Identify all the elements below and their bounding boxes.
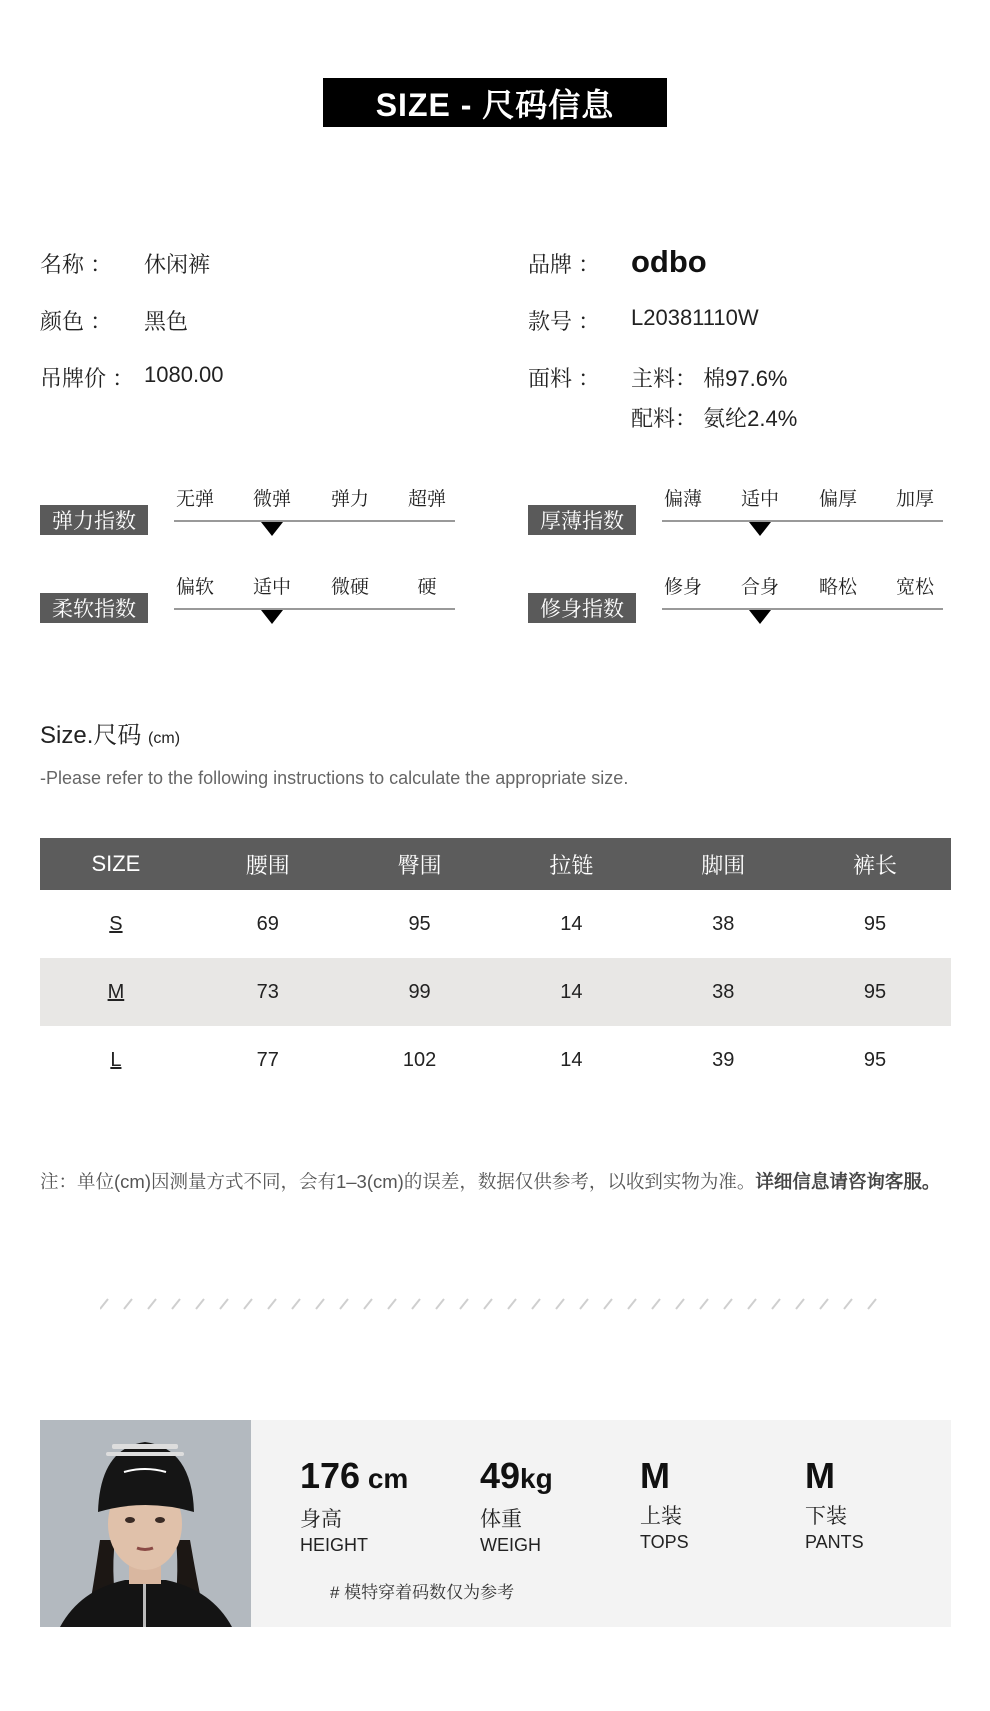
table-cell: 99 [408,980,431,1003]
index-option: 适中 [740,489,779,510]
pants-en: PANTS [805,1532,864,1552]
index-tag: 厚薄指数 [528,505,636,535]
table-cell: 95 [863,912,887,935]
index-fit [528,572,958,632]
index-scale-line [174,520,455,522]
footnote-text: 注：单位(cm)因测量方式不同，会有1–3(cm)的误差，数据仅供参考，以收到实物为准。 [40,1171,756,1192]
index-option: 合身 [740,577,779,598]
brand-logo: odbo [631,244,707,279]
index-tag: 修身指数 [528,593,636,623]
index-option: 加厚 [895,489,934,510]
product-style-label: 款号 ： [528,309,601,334]
index-elasticity [40,484,470,544]
size-table [40,838,951,1094]
table-cell: 102 [402,1048,437,1071]
table-cell: 14 [560,912,583,935]
size-label: S [109,912,123,935]
index-option: 偏软 [175,577,214,598]
index-tag: 弹力指数 [40,505,148,535]
slash-mark [220,1299,228,1309]
slash-mark [508,1299,516,1309]
model-weight [480,1456,553,1556]
slash-mark [340,1299,348,1309]
fabric-main: 主料： 棉97.6% [631,366,788,391]
slash-mark [748,1299,756,1309]
height-en: HEIGHT [300,1535,369,1555]
page-banner: SIZE - 尺码信息 [323,78,667,127]
table-cell: 69 [256,912,279,935]
index-option: 宽松 [895,577,934,598]
slash-mark [244,1299,252,1309]
table-header [40,838,951,890]
index-scale-line [174,608,455,610]
index-scale-line [662,608,943,610]
index-marker-icon [749,610,771,624]
slash-mark [700,1299,708,1309]
table-cell: 39 [712,1048,735,1071]
slash-mark [268,1299,276,1309]
slash-mark [532,1299,540,1309]
table-row [40,1026,951,1094]
footnote-bold: 详细信息请咨询客服。 [755,1171,941,1192]
index-option: 偏薄 [663,489,702,510]
index-option: 略松 [818,577,857,598]
product-name-label: 名称 ： [40,252,113,277]
size-unit: (cm) [148,730,181,747]
weight-cn: 体重 [480,1508,522,1531]
index-option: 无弹 [175,489,214,510]
tops-en: TOPS [640,1532,689,1552]
table-header-cell: SIZE [91,851,141,876]
table-cell: 14 [560,1048,583,1071]
product-style-value: L20381110W [631,305,759,330]
index-option: 超弹 [407,489,446,510]
table-header-cell: 裤长 [853,852,898,878]
model-size-note: # 模特穿着码数仅为参考 [330,1583,515,1602]
table-header-cell: 脚围 [701,852,746,878]
slash-mark [556,1299,564,1309]
slash-mark [580,1299,588,1309]
slash-mark [316,1299,324,1309]
height-cn: 身高 [300,1508,342,1531]
size-label: M [107,980,125,1003]
index-option: 微弹 [252,489,291,510]
index-option: 修身 [663,577,702,598]
table-header-cell: 臀围 [397,852,442,878]
product-brand-label: 品牌 ： [528,252,601,277]
size-section-title [40,715,180,750]
slash-mark [172,1299,180,1309]
slash-mark [796,1299,804,1309]
table-cell: 95 [408,912,431,935]
pants-value: M [805,1455,835,1496]
table-cell [40,1026,192,1094]
table-cell: 73 [256,980,279,1003]
model-photo [40,1420,251,1627]
model-pants-size [805,1456,864,1553]
slash-mark [100,1299,108,1309]
height-unit: cm [360,1463,409,1494]
slash-mark [772,1299,780,1309]
fabric-sub: 配料： 氨纶2.4% [631,406,798,431]
weight-value: 49 [480,1455,521,1496]
table-cell: 95 [863,1048,887,1071]
product-color-value: 黑色 [144,309,189,334]
index-thickness [528,484,958,544]
size-title-text: Size.尺码 [40,722,142,749]
slash-mark [868,1299,876,1309]
table-cell: 38 [712,912,735,935]
product-price-label: 吊牌价 ： [40,366,135,391]
table-cell [40,890,192,958]
slash-divider [100,1297,890,1311]
index-softness [40,572,470,632]
table-row [40,890,951,958]
weight-en: WEIGH [480,1535,541,1555]
model-portrait-image [40,1420,251,1627]
slash-mark [148,1299,156,1309]
model-height [300,1456,408,1556]
slash-mark [628,1299,636,1309]
index-tag: 柔软指数 [40,593,148,623]
slash-mark [196,1299,204,1309]
index-option: 适中 [252,577,291,598]
weight-unit: kg [520,1463,553,1494]
slash-mark [412,1299,420,1309]
size-label: L [110,1048,122,1071]
table-header-cell: 拉链 [549,852,594,878]
slash-mark [676,1299,684,1309]
height-value: 176 [300,1455,361,1496]
table-header-cell: 腰围 [245,852,290,878]
table-row [40,958,951,1026]
tops-cn: 上装 [640,1505,682,1528]
slash-mark [124,1299,132,1309]
index-scale-line [662,520,943,522]
table-cell: 95 [863,980,887,1003]
product-price-value: 1080.00 [144,362,224,387]
slash-mark [460,1299,468,1309]
model-info-card [40,1420,951,1627]
index-option: 微硬 [330,577,369,598]
size-instructions: -Please refer to the following instructions to calculate the appropriate size. [40,768,629,788]
product-fabric-label: 面料 ： [528,366,601,391]
slash-mark [292,1299,300,1309]
index-marker-icon [261,522,283,536]
index-marker-icon [261,610,283,624]
model-tops-size [640,1456,689,1553]
pants-cn: 下装 [805,1505,847,1528]
index-option: 硬 [417,577,437,598]
index-marker-icon [749,522,771,536]
slash-mark [388,1299,396,1309]
slash-mark [820,1299,828,1309]
table-cell: 14 [560,980,583,1003]
table-cell: 77 [256,1048,279,1071]
table-cell: 38 [712,980,735,1003]
slash-mark [484,1299,492,1309]
index-option: 偏厚 [818,489,857,510]
slash-mark [604,1299,612,1309]
slash-mark [844,1299,852,1309]
index-option: 弹力 [330,489,369,510]
measurement-footnote [40,1168,940,1194]
slash-mark [364,1299,372,1309]
product-color-label: 颜色 ： [40,309,113,334]
tops-value: M [640,1455,670,1496]
slash-mark [652,1299,660,1309]
slash-mark [724,1299,732,1309]
table-cell [40,958,192,1026]
slash-mark [436,1299,444,1309]
product-name-value: 休闲裤 [144,252,211,277]
